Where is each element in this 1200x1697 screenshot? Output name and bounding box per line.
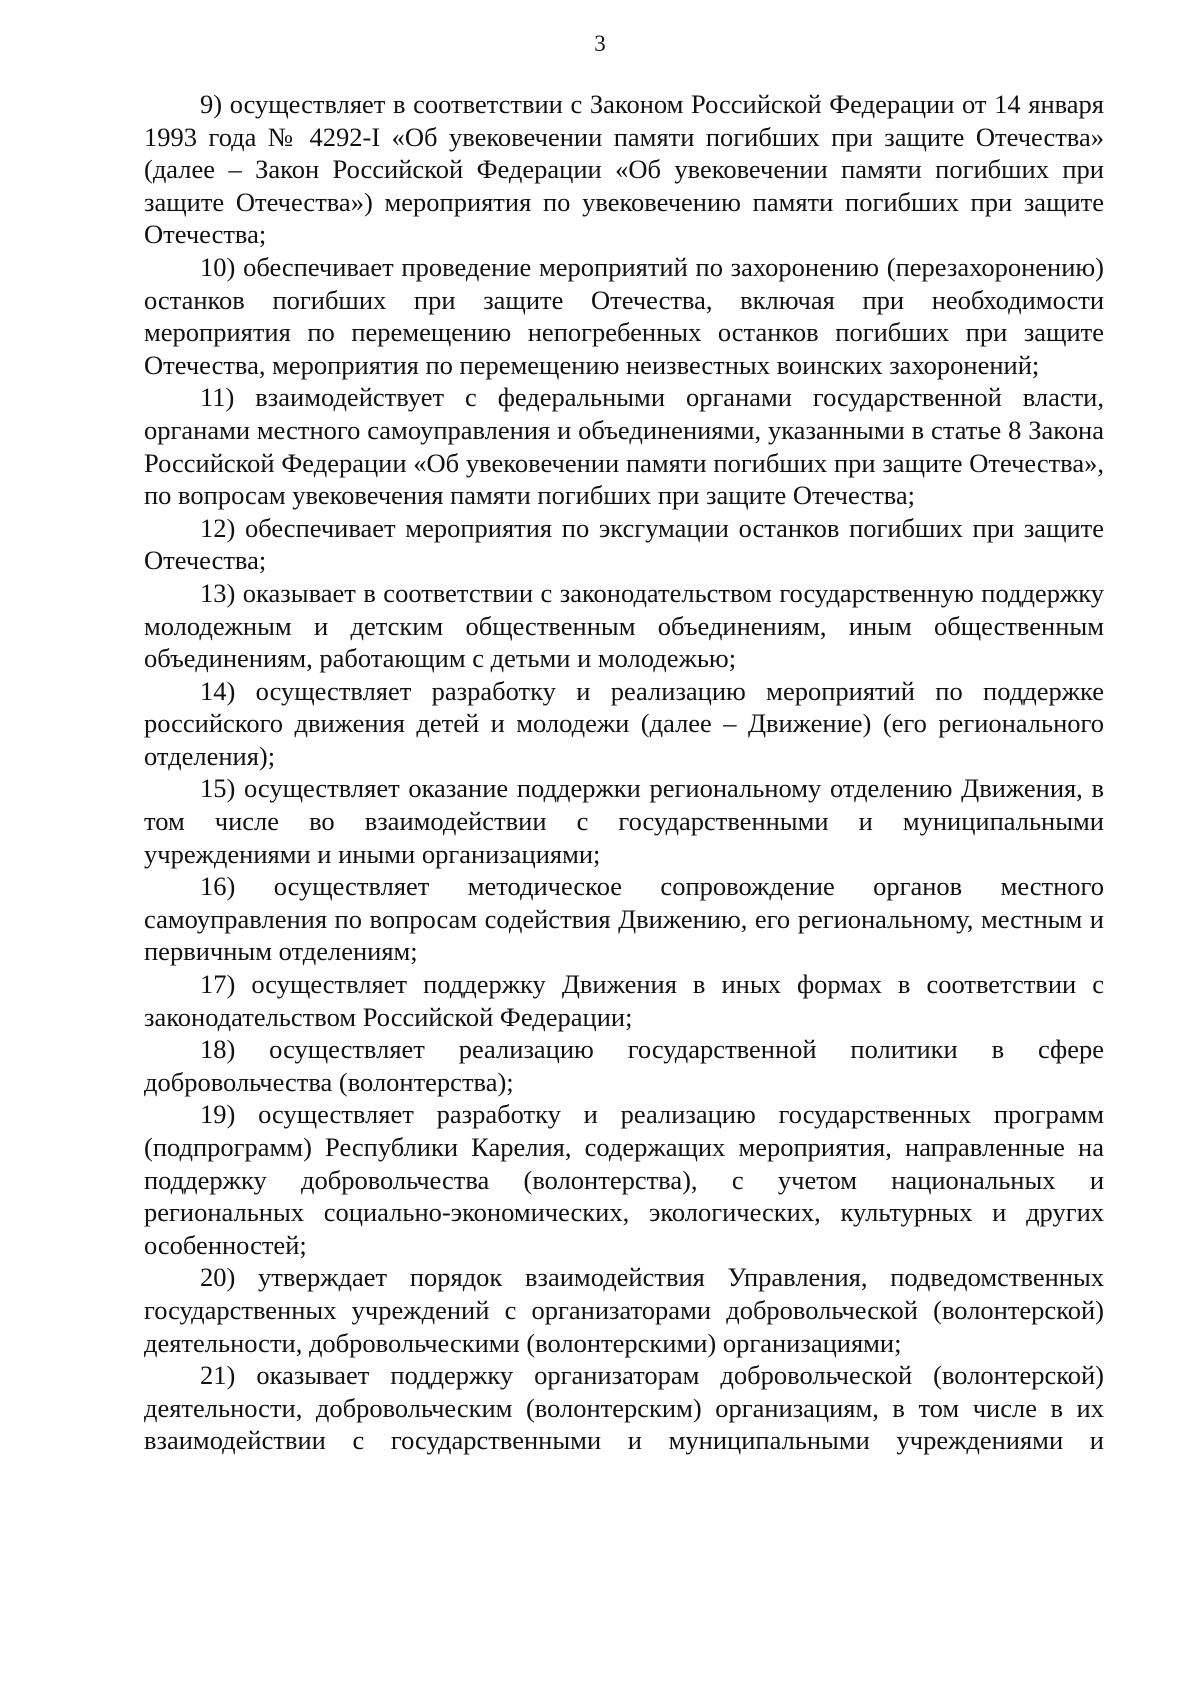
paragraph-item-10: 10) обеспечивает проведение мероприятий по захоронению (перезахоронению) останков погибших при защите Отечества, включая при необходимости мероприятия по перемещению непогребенных останков погибших при защите Отечества, мероприятия по перемещению неизвестных воинских захоронений; bbox=[144, 251, 1104, 380]
paragraph-item-14: 14) осуществляет разработку и реализацию мероприятий по поддержке российского движения детей и молодежи (далее – Движение) (его регионального отделения); bbox=[144, 675, 1104, 771]
paragraph-item-17: 17) осуществляет поддержку Движения в иных формах в соответствии с законодательством Российской Федерации; bbox=[144, 969, 1104, 1032]
paragraph-item-9: 9) осуществляет в соответствии с Законом Российской Федерации от 14 января 1993 года № 4292-I «Об увековечении памяти погибших при защите Отечества» (далее – Закон Российской Федерации «Об увековечении памяти погибших при защите Отечества») мероприятия по увековечению памяти погибших при защите Отечества; bbox=[144, 89, 1104, 250]
paragraph-item-12: 12) обеспечивает мероприятия по эксгумации останков погибших при защите Отечества; bbox=[144, 512, 1104, 576]
paragraph-item-16: 16) осуществляет методическое сопровождение органов местного самоуправления по вопросам содействия Движению, его региональному, местным и первичным отделениям; bbox=[144, 871, 1104, 967]
page-number: 3 bbox=[594, 31, 606, 56]
paragraph-item-11: 11) взаимодействует с федеральными органами государственной власти, органами местного самоуправления и объединениями, указанными в статье 8 Закона Российской Федерации «Об увековечении памяти погибших при защите Отечества», по вопросам увековечения памяти погибших при защите Отечества; bbox=[144, 382, 1104, 511]
paragraph-item-20: 20) утверждает порядок взаимодействия Управления, подведомственных государственных учреждений с организаторами добровольческой (волонтерской) деятельности, добровольческими (волонтерскими) организациями; bbox=[144, 1262, 1104, 1358]
paragraph-item-19: 19) осуществляет разработку и реализацию государственных программ (подпрограмм) Республики Карелия, содержащих мероприятия, направленные на поддержку добровольчества (волонтерства), с учетом национальных и региональных социально-экономических, экологических, культурных и других особенностей; bbox=[144, 1099, 1104, 1260]
paragraph-item-18: 18) осуществляет реализацию государственной политики в сфере добровольчества (волонтерства); bbox=[144, 1034, 1104, 1097]
paragraph-item-15: 15) осуществляет оказание поддержки региональному отделению Движения, в том числе во взаимодействии с государственными и муниципальными учреждениями и иными организациями; bbox=[144, 773, 1104, 869]
paragraph-item-21: 21) оказывает поддержку организаторам добровольческой (волонтерской) деятельности, добровольческим (волонтерским) организациям, в том числе в их взаимодействии с государственными и муниципальными учреждениями и bbox=[144, 1360, 1104, 1456]
document-body bbox=[144, 88, 1104, 1457]
paragraph-item-13: 13) оказывает в соответствии с законодательством государственную поддержку молодежным и детским общественным объединениям, иным общественным объединениям, работающим с детьми и молодежью; bbox=[144, 577, 1104, 674]
